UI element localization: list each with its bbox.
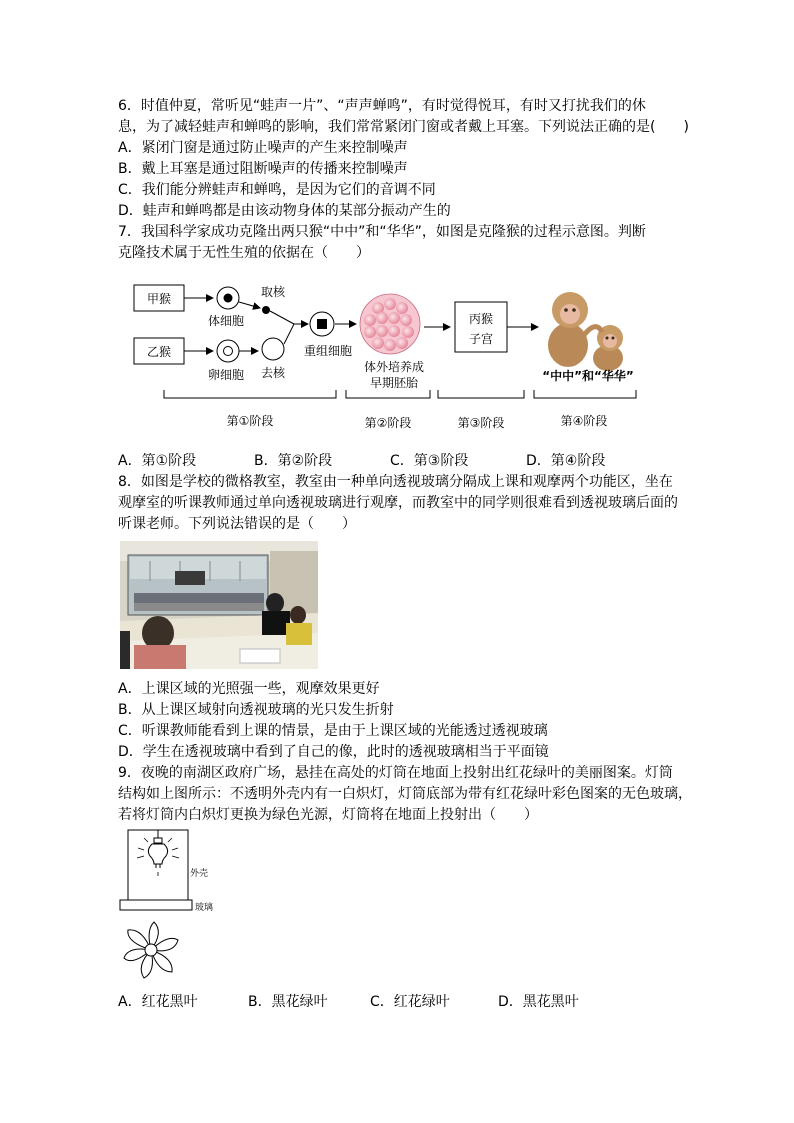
stage3-label: 第③阶段: [457, 416, 505, 430]
q6-stem-line1: 6．时值仲夏，常听见“蛙声一片”、“声声蝉鸣”，有时觉得悦耳，有时又打扰我们的休: [118, 98, 646, 114]
embryo-label-line2: 早期胚胎: [369, 376, 419, 390]
q9-option-c: C．红花绿叶: [370, 994, 450, 1010]
take-nucleus-label: 取核: [260, 285, 286, 299]
early-embryo-icon: [360, 294, 420, 354]
q7-option-b: B．第②阶段: [254, 453, 333, 469]
stage2-label: 第②阶段: [364, 416, 412, 430]
body-cell-label: 体细胞: [207, 314, 245, 328]
q9-stem-line2: 结构如上图所示：不透明外壳内有一白炽灯，灯筒底部为带有红花绿叶彩色图案的无色玻璃，: [118, 786, 692, 802]
glass-plate: [120, 900, 192, 910]
q7-stem-line2: 克隆技术属于无性生殖的依据在（ ）: [118, 245, 370, 261]
q7-option-c: C．第③阶段: [390, 453, 469, 469]
q6-stem-line2: 息，为了减轻蛙声和蝉鸣的影响，我们常常紧闭门窗或者戴上耳塞。下列说法正确的是( ): [118, 119, 689, 135]
stage1-label: 第①阶段: [226, 414, 274, 428]
q6-option-d: D．蛙声和蝉鸣都是由该动物身体的某部分振动产生的: [118, 203, 451, 219]
q7-option-a: A．第①阶段: [118, 453, 197, 469]
nucleus-icon: [262, 306, 270, 314]
stage4-label: 第④阶段: [560, 414, 608, 428]
q9-stem-line1: 9．夜晚的南湖区政府广场，悬挂在高处的灯筒在地面上投射出红花绿叶的美丽图案。灯筒: [118, 765, 673, 781]
uterus-label: 子宫: [468, 332, 494, 346]
q6-option-b: B．戴上耳塞是通过阻断噪声的传播来控制噪声: [118, 161, 408, 177]
enucleated-egg-icon: [262, 338, 284, 360]
result-label: “中中”和“华华”: [542, 369, 634, 383]
glass-label: 玻璃: [195, 903, 214, 913]
cloning-diagram: [118, 280, 688, 440]
q9-option-b: B．黑花绿叶: [248, 994, 328, 1010]
embryo-label-line1: 体外培养成: [363, 360, 425, 374]
shell-label: 外壳: [190, 869, 209, 879]
monkey-a-label: 甲猴: [146, 292, 172, 306]
cloned-monkeys-image: [548, 292, 623, 371]
lamp-tube-diagram: [118, 828, 218, 914]
q8-option-a: A．上课区域的光照强一些，观摩效果更好: [118, 681, 380, 697]
monkey-b-label: 乙猴: [146, 345, 172, 359]
classroom-photo: [120, 541, 318, 669]
q9-stem-line3: 若将灯筒内白炽灯更换为绿色光源，灯筒将在地面上投射出（ ）: [118, 807, 538, 823]
flower-pattern-icon: [118, 918, 184, 982]
q6-option-a: A．紧闭门窗是通过防止噪声的产生来控制噪声: [118, 140, 408, 156]
q8-option-d: D．学生在透视玻璃中看到了自己的像，此时的透视玻璃相当于平面镜: [118, 744, 549, 760]
remove-nucleus-label: 去核: [260, 366, 286, 380]
egg-cell-label: 卵细胞: [207, 368, 245, 382]
q8-stem-line2: 观摩室的听课教师通过单向透视玻璃进行观摩，而教室中的同学则很难看到透视玻璃后面的: [118, 495, 678, 511]
q8-option-c: C．听课教师能看到上课的情景，是由于上课区域的光能透过透视玻璃: [118, 723, 548, 739]
recombined-cell-label: 重组细胞: [303, 344, 353, 358]
q7-option-d: D．第④阶段: [526, 453, 606, 469]
q8-option-b: B．从上课区域射向透视玻璃的光只发生折射: [118, 702, 394, 718]
bulb-icon: [137, 830, 179, 876]
q7-stem-line1: 7．我国科学家成功克隆出两只猴“中中”和“华华”，如图是克隆猴的过程示意图。判断: [118, 224, 646, 240]
q8-stem-line3: 听课老师。下列说法错误的是（ ）: [118, 516, 356, 532]
q9-option-a: A．红花黑叶: [118, 994, 198, 1010]
q6-option-c: C．我们能分辨蛙声和蝉鸣，是因为它们的音调不同: [118, 182, 436, 198]
q8-stem-line1: 8．如图是学校的微格教室，教室由一种单向透视玻璃分隔成上课和观摩两个功能区，坐在: [118, 474, 673, 490]
q9-option-d: D．黑花黑叶: [498, 994, 579, 1010]
monkey-c-label: 丙猴: [468, 312, 494, 326]
